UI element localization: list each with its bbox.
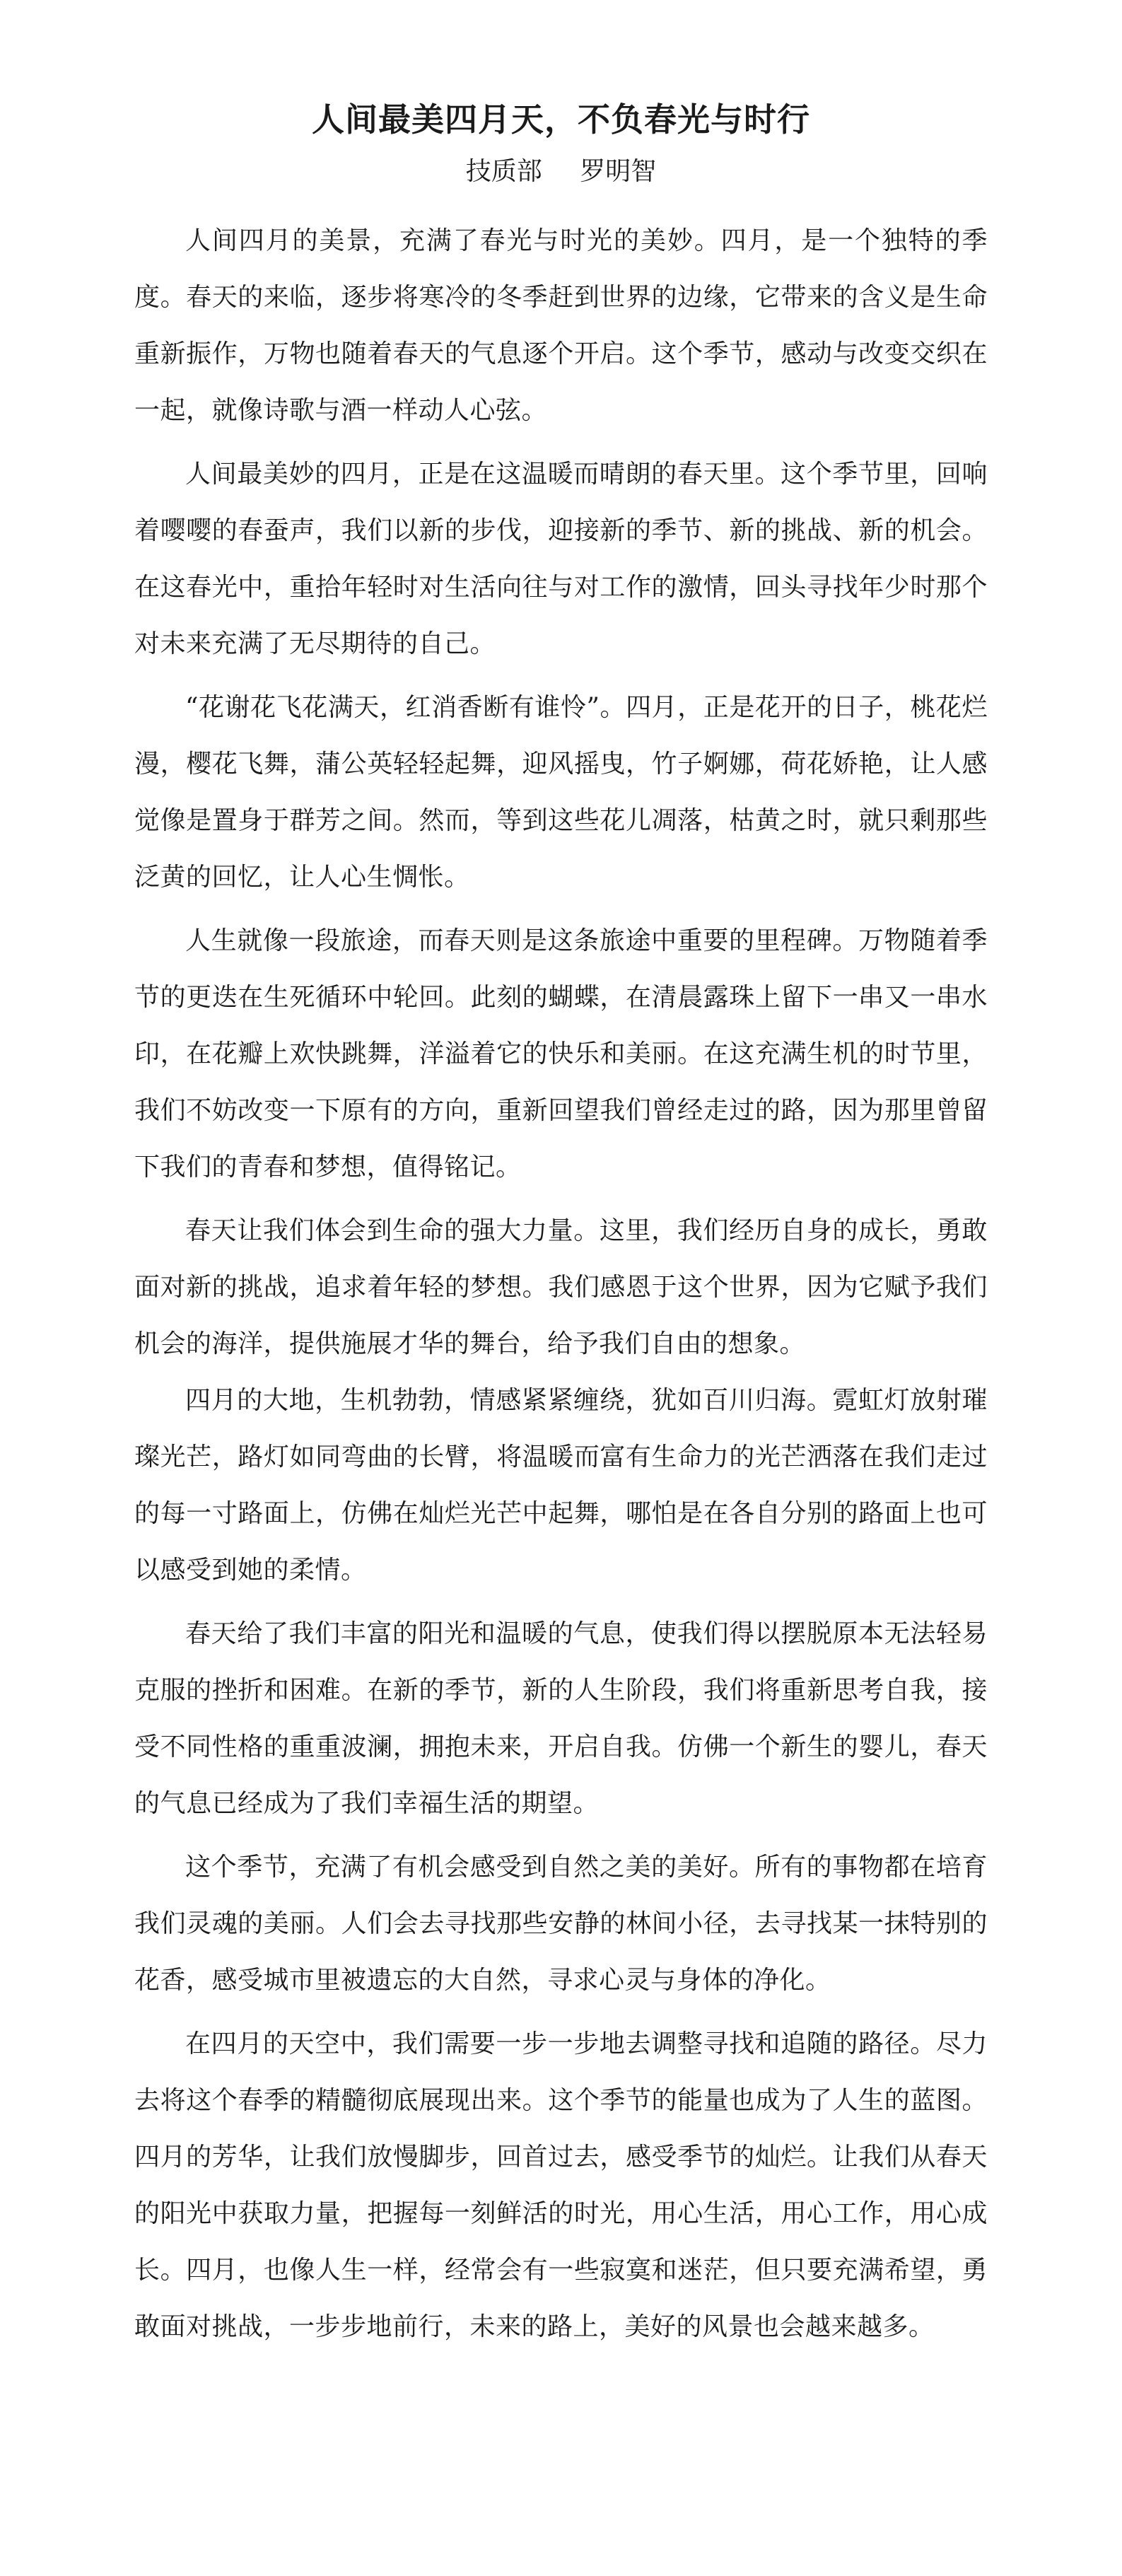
paragraph-4: 人生就像一段旅途，而春天则是这条旅途中重要的里程碑。万物随着季节的更迭在生死循环中轮回。此刻的蝴蝶，在清晨露珠上留下一串又一串水印，在花瓣上欢快跳舞，洋溢着它的快乐和美丽。在这充满生机的时节里，我们不妨改变一下原有的方向，重新回望我们曾经走过的路，因为那里曾留下我们的青春和梦想，值得铭记。 (134, 926, 988, 1182)
paragraph-3: “花谢花飞花满天，红消香断有谁怜”。四月，正是花开的日子，桃花烂漫，樱花飞舞，蒲公英轻轻起舞，迎风摇曳，竹子婀娜，荷花娇艳，让人感觉像是置身于群芳之间。然而，等到这些花儿凋落，枯黄之时，就只剩那些泛黄的回忆，让人心生惆怅。 (134, 692, 988, 892)
paragraph-8: 这个季节，充满了有机会感受到自然之美的美好。所有的事物都在培育我们灵魂的美丽。人们会去寻找那些安静的林间小径，去寻找某一抹特别的花香，感受城市里被遗忘的大自然，寻求心灵与身体的净化。 (134, 1852, 988, 1995)
paragraph-7: 春天给了我们丰富的阳光和温暖的气息，使我们得以摆脱原本无法轻易克服的挫折和困难。在新的季节，新的人生阶段，我们将重新思考自我，接受不同性格的重重波澜，拥抱未来，开启自我。仿佛一个新生的婴儿，春天的气息已经成为了我们幸福生活的期望。 (134, 1619, 988, 1818)
author-name: 罗明智 (580, 156, 657, 186)
paragraph-9: 在四月的天空中，我们需要一步一步地去调整寻找和追随的路径。尽力去将这个春季的精髓彻底展现出来。这个季节的能量也成为了人生的蓝图。四月的芳华，让我们放慢脚步，回首过去，感受季节的灿烂。让我们从春天的阳光中获取力量，把握每一刻鲜活的时光，用心生活，用心工作，用心成长。四月，也像人生一样，经常会有一些寂寞和迷茫，但只要充满希望，勇敢面对挑战，一步步地前行，未来的路上，美好的风景也会越来越多。 (134, 2029, 988, 2341)
paragraph-6: 四月的大地，生机勃勃，情感紧紧缠绕，犹如百川归海。霓虹灯放射璀璨光芒，路灯如同弯曲的长臂，将温暖而富有生命力的光芒洒落在我们走过的每一寸路面上，仿佛在灿烂光芒中起舞，哪怕是在各自分别的路面上也可以感受到她的柔情。 (134, 1385, 988, 1585)
paragraph-5: 春天让我们体会到生命的强大力量。这里，我们经历自身的成长，勇敢面对新的挑战，追求着年轻的梦想。我们感恩于这个世界，因为它赋予我们机会的海洋，提供施展才华的舞台，给予我们自由的想象。 (134, 1216, 988, 1358)
article-title: 人间最美四月天，不负春光与时行 (312, 100, 810, 139)
paragraph-1: 人间四月的美景，充满了春光与时光的美妙。四月，是一个独特的季度。春天的来临，逐步将寒冷的冬季赶到世界的边缘，它带来的含义是生命重新振作，万物也随着春天的气息逐个开启。这个季节，感动与改变交织在一起，就像诗歌与酒一样动人心弦。 (134, 226, 988, 425)
paragraph-2: 人间最美妙的四月，正是在这温暖而晴朗的春天里。这个季节里，回响着嘤嘤的春蚕声，我们以新的步伐，迎接新的季节、新的挑战、新的机会。在这春光中，重拾年轻时对生活向往与对工作的激情，回头寻找年少时那个对未来充满了无尽期待的自己。 (134, 459, 988, 658)
author-department: 技质部 (465, 156, 542, 186)
byline (134, 156, 988, 189)
